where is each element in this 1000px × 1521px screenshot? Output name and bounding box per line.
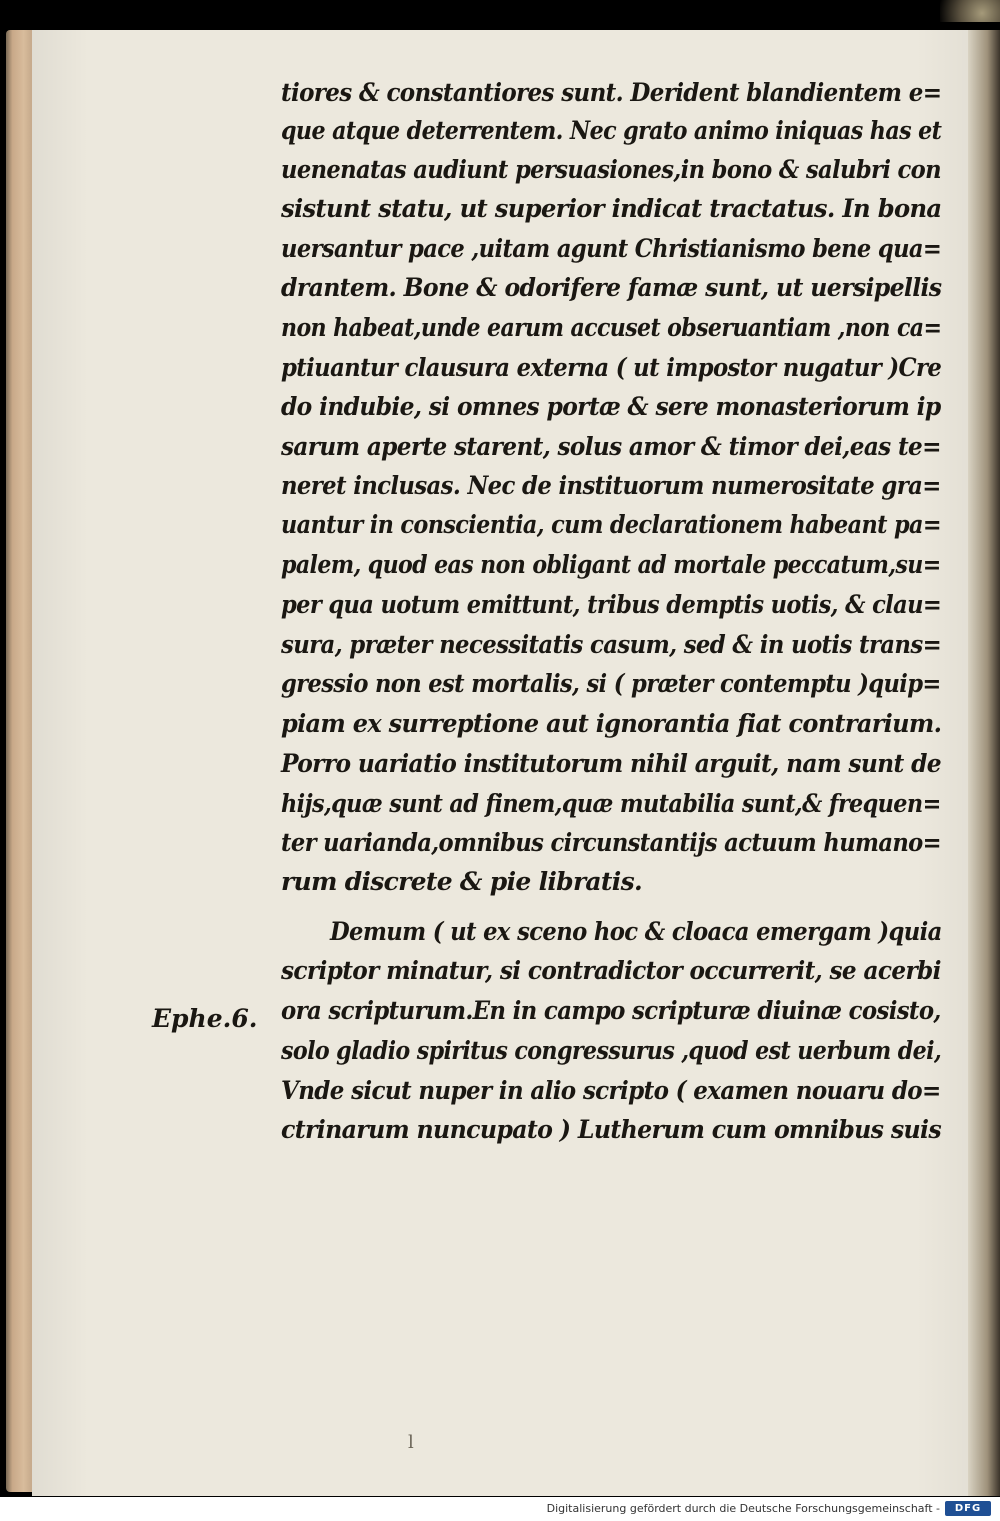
page-gutter xyxy=(968,30,1000,1496)
text-line: solo gladio spiritus congressurus ,quod est uerbum dei, xyxy=(281,1036,942,1065)
text-line: ptiuantur clausura externa ( ut impostor nugatur )Cre xyxy=(281,353,942,382)
text-line: ctrinarum nuncupato ) Lutherum cum omnibus suis xyxy=(281,1115,941,1144)
text-line: uenenatas audiunt persuasiones,in bono & salubri con xyxy=(281,155,941,184)
text-line: que atque deterrentem. Nec grato animo iniquas has et xyxy=(281,116,942,145)
text-line: palem, quod eas non obligant ad mortale peccatum,su= xyxy=(281,550,941,579)
dfg-logo: DFG xyxy=(945,1501,991,1516)
text-line: sarum aperte starent, solus amor & timor dei,eas te= xyxy=(281,432,941,461)
text-line: scriptor minatur, si contradictor occurrerit, se acerbi xyxy=(281,956,941,985)
text-line: hijs,quæ sunt ad finem,quæ mutabilia sunt,& frequen= xyxy=(281,789,941,818)
text-line: uantur in conscientia, cum declarationem habeant pa= xyxy=(281,510,941,539)
footer-bar xyxy=(0,1497,1000,1521)
text-line: neret inclusas. Nec de instituorum numerositate gra= xyxy=(281,471,941,500)
text-line: ora scripturum.En in campo scripturæ diuinæ cosisto, xyxy=(281,996,941,1025)
text-line: per qua uotum emittunt, tribus demptis uotis, & clau= xyxy=(281,590,942,619)
text-line: tiores & constantiores sunt. Derident blandientem e= xyxy=(281,78,942,107)
text-line: gressio non est mortalis, si ( præter contemptu )quip= xyxy=(281,669,941,698)
margin-note: Ephe.6. xyxy=(152,1004,258,1033)
text-line: drantem. Bone & odorifere famæ sunt, ut uersipellis xyxy=(281,273,942,302)
text-line: non habeat,unde earum accuset obseruantiam ,non ca= xyxy=(281,313,942,342)
footer-credit: Digitalisierung gefördert durch die Deutsche Forschungsgemeinschaft - xyxy=(546,1502,940,1515)
text-line: do indubie, si omnes portæ & sere monasteriorum ip xyxy=(281,392,941,421)
stray-ink-mark: l xyxy=(408,1432,414,1453)
paragraph-start-line: Demum ( ut ex sceno hoc & cloaca emergam )quia xyxy=(330,917,942,946)
text-line: sura, præter necessitatis casum, sed & in uotis trans= xyxy=(281,630,942,659)
text-line: rum discrete & pie libratis. xyxy=(281,867,642,896)
text-line: Porro uariatio institutorum nihil arguit, nam sunt de xyxy=(281,749,941,778)
text-line: sistunt statu, ut superior indicat tractatus. In bona xyxy=(281,194,942,223)
corner-mark xyxy=(940,0,1000,22)
text-line: piam ex surreptione aut ignorantia fiat contrarium. xyxy=(281,709,942,738)
text-line: Vnde sicut nuper in alio scripto ( examen nouaru do= xyxy=(281,1076,941,1105)
text-line: uersantur pace ,uitam agunt Christianismo bene qua= xyxy=(281,234,942,263)
text-line: ter uarianda,omnibus circunstantijs actuum humano= xyxy=(281,828,941,857)
